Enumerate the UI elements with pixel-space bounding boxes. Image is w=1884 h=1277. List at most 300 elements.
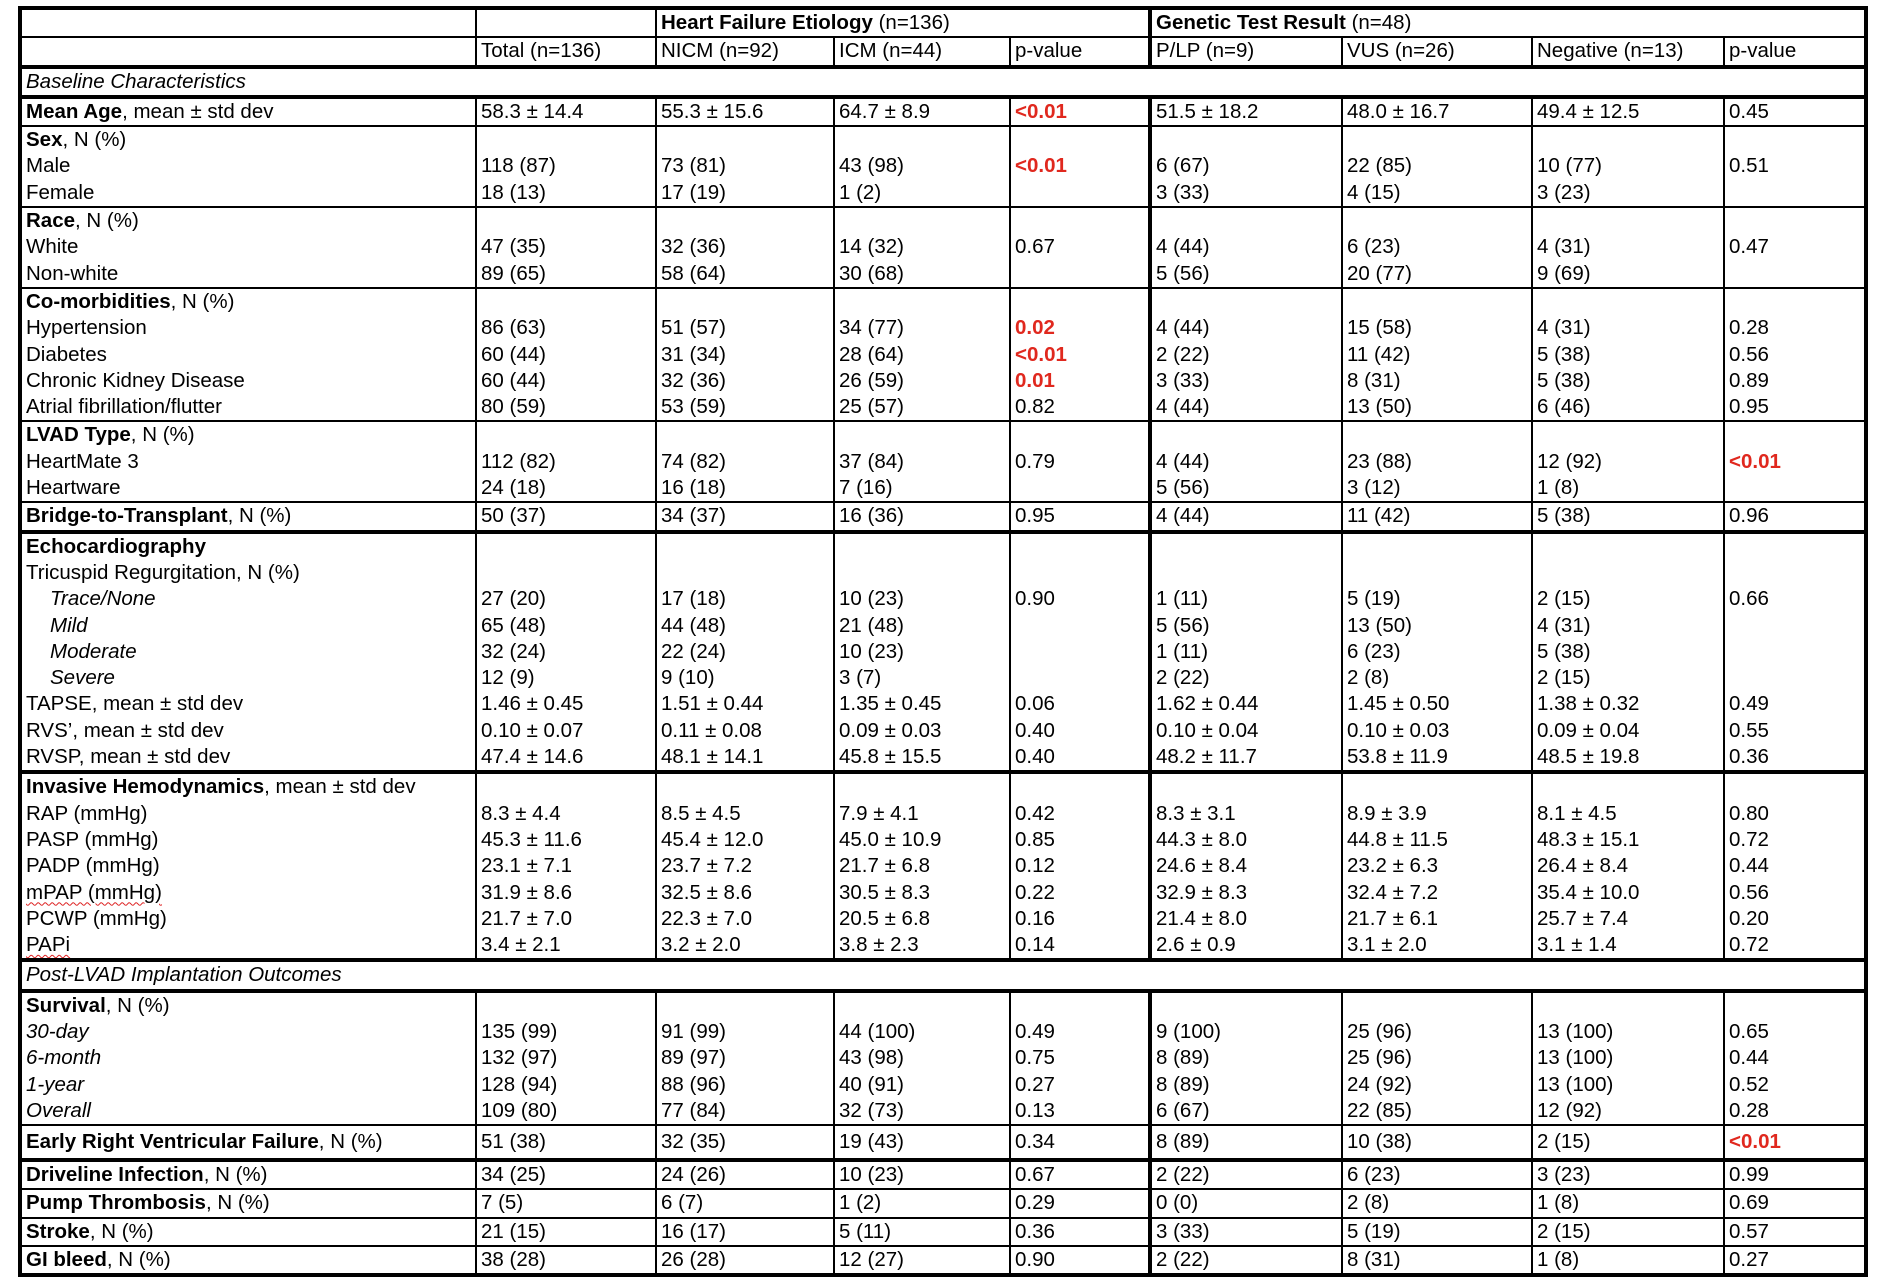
cell-value: 1 (2): [839, 1191, 882, 1215]
cell-value: 2 (8): [1347, 1191, 1390, 1215]
cell-value: 21.7 ± 6.1: [1347, 906, 1439, 930]
cell-value: 47 (35): [481, 235, 546, 259]
row-label: [20, 315, 476, 341]
value-cell-total: [476, 532, 656, 773]
cell-value: 3 (23): [1537, 180, 1591, 204]
cell-value: 32.5 ± 8.6: [661, 880, 753, 904]
cell-value: 0.11 ± 0.08: [661, 718, 762, 742]
cell-value: [1156, 422, 1337, 448]
cell-value: 0.79: [1015, 449, 1055, 473]
row-label-bold: Stroke: [26, 1219, 90, 1243]
cell-value: 0.02: [1015, 316, 1055, 340]
cell-value: [839, 534, 1005, 560]
value-cell-icm: [834, 207, 1010, 288]
cell-value: [1156, 774, 1337, 800]
value-cell-icm: [834, 1125, 1010, 1160]
cell-value: 55.3 ± 15.6: [661, 99, 764, 123]
row-label-text: , N (%): [89, 1219, 154, 1243]
row-label: [20, 932, 476, 960]
cell-value: 3.8 ± 2.3: [839, 933, 919, 957]
cell-value: 1 (8): [1537, 476, 1580, 500]
cell-value: 45.4 ± 12.0: [661, 827, 764, 851]
value-cell-vus: [1342, 97, 1532, 126]
cell-value: 91 (99): [661, 1019, 726, 1043]
table-row: [20, 126, 1866, 153]
value-cell-icm: [834, 1160, 1010, 1189]
value-cell-negative: [1532, 772, 1724, 960]
value-cell-icm: [834, 1189, 1010, 1217]
cell-value: 4 (44): [1156, 316, 1210, 340]
cell-value: 3.1 ± 1.4: [1537, 933, 1617, 957]
cell-value: [1729, 180, 1860, 206]
cell-value: 22 (85): [1347, 154, 1412, 178]
cell-value: 23.2 ± 6.3: [1347, 854, 1439, 878]
cell-value: 6 (23): [1347, 235, 1401, 259]
value-cell-plp: [1150, 421, 1342, 502]
group-n: (n=48): [1345, 11, 1412, 34]
cell-value: 43 (98): [839, 154, 904, 178]
section-title: Post-LVAD Implantation Outcomes: [20, 960, 1866, 990]
cell-value: 0.95: [1729, 395, 1769, 419]
cell-value: 0.96: [1729, 504, 1769, 528]
cell-value: 0.56: [1729, 342, 1769, 366]
cell-value: 44 (48): [661, 613, 726, 637]
cell-value: [1156, 560, 1337, 586]
value-cell-pvalue-genetic: [1724, 532, 1866, 773]
cell-value: 0.67: [1015, 235, 1055, 259]
cell-value: 48.5 ± 19.8: [1537, 745, 1640, 769]
value-cell-negative: [1532, 1246, 1724, 1275]
blank-header-cell: [476, 8, 656, 37]
cell-value: 32.4 ± 7.2: [1347, 880, 1439, 904]
cell-value: 6 (46): [1537, 395, 1591, 419]
cell-value: 51 (57): [661, 316, 726, 340]
table-row: [20, 502, 1866, 531]
value-cell-nicm: [656, 532, 834, 773]
cell-value: 77 (84): [661, 1098, 726, 1122]
col-header-negative: Negative (n=13): [1532, 37, 1724, 66]
cell-value: 7 (5): [481, 1191, 524, 1215]
value-cell-nicm: [656, 1246, 834, 1275]
value-cell-nicm: [656, 288, 834, 421]
cell-value: 24 (26): [661, 1163, 726, 1187]
cell-value: 32 (36): [661, 235, 726, 259]
cell-value: 1 (11): [1156, 587, 1209, 611]
value-cell-total: [476, 1218, 656, 1246]
cell-value: 60 (44): [481, 342, 546, 366]
cell-value: 0.10 ± 0.03: [1347, 718, 1450, 742]
cell-value: 0.65: [1729, 1019, 1769, 1043]
value-cell-pvalue-genetic: [1724, 288, 1866, 421]
cell-value: [1537, 774, 1719, 800]
cell-value: [481, 774, 651, 800]
cell-value: 0.06: [1015, 692, 1055, 716]
cell-value: [661, 560, 829, 586]
corner-cell: [20, 37, 476, 66]
row-label-text: PADP (mmHg): [26, 854, 160, 878]
cell-value: 0.72: [1729, 827, 1769, 851]
cell-value: 32 (24): [481, 639, 546, 663]
row-label-text: Chronic Kidney Disease: [26, 368, 245, 392]
row-label-text: , N (%): [106, 1248, 171, 1272]
cell-value: 10 (23): [839, 587, 904, 611]
row-label-text: , N (%): [62, 128, 127, 152]
value-cell-vus: [1342, 421, 1532, 502]
cell-value: 24 (18): [481, 476, 546, 500]
cell-value: [1347, 127, 1527, 153]
row-label-bold: Driveline Infection: [26, 1163, 204, 1187]
cell-value: 13 (50): [1347, 613, 1412, 637]
cell-value: [1729, 613, 1860, 639]
value-cell-vus: [1342, 1189, 1532, 1217]
row-label: [20, 153, 476, 179]
value-cell-pvalue-genetic: [1724, 1246, 1866, 1275]
cell-value: 0 (0): [1156, 1191, 1199, 1215]
cell-value: 80 (59): [481, 395, 546, 419]
cell-value: 6 (67): [1156, 154, 1210, 178]
row-label-bold: Co-morbidities: [26, 289, 171, 313]
cell-value: 3 (33): [1156, 368, 1210, 392]
cell-value: 4 (31): [1537, 613, 1591, 637]
row-label-bold: Survival: [26, 993, 106, 1017]
cell-value: 32 (35): [661, 1130, 726, 1154]
cell-value: 50 (37): [481, 504, 546, 528]
cell-value: 26.4 ± 8.4: [1537, 854, 1629, 878]
row-label-text: , N (%): [318, 1130, 383, 1154]
value-cell-plp: [1150, 502, 1342, 531]
cell-value: 0.67: [1015, 1163, 1055, 1187]
row-label: [20, 234, 476, 260]
col-header-plp: P/LP (n=9): [1150, 37, 1342, 66]
cell-value: [1015, 127, 1144, 153]
group-n: (n=136): [872, 11, 950, 34]
row-label-bold: Invasive Hemodynamics: [26, 775, 265, 799]
row-label: [20, 718, 476, 744]
cell-value: 44.8 ± 11.5: [1347, 827, 1448, 851]
row-label-text: , N (%): [203, 1163, 268, 1187]
cell-value: 0.85: [1015, 827, 1055, 851]
cell-value: 0.27: [1015, 1072, 1055, 1096]
cell-value: 34 (37): [661, 504, 726, 528]
cell-value: 0.45: [1729, 99, 1769, 123]
value-cell-pvalue-genetic: [1724, 1160, 1866, 1189]
cell-value: 7.9 ± 4.1: [839, 801, 919, 825]
row-label: [20, 613, 476, 639]
value-cell-nicm: [656, 1189, 834, 1217]
cell-value: 12 (92): [1537, 449, 1602, 473]
row-label-text: Male: [26, 154, 71, 178]
cell-value: 5 (38): [1537, 368, 1591, 392]
cell-value: 44.3 ± 8.0: [1156, 827, 1248, 851]
value-cell-negative: [1532, 1125, 1724, 1160]
cell-value: 2 (22): [1156, 1248, 1210, 1272]
cell-value: 3 (33): [1156, 180, 1210, 204]
row-label: [20, 532, 476, 560]
cell-value: <0.01: [1015, 342, 1067, 366]
value-cell-total: [476, 1160, 656, 1189]
cell-value: 53 (59): [661, 395, 726, 419]
value-cell-pvalue-genetic: [1724, 772, 1866, 960]
row-label-text: Tricuspid Regurgitation, N (%): [26, 560, 300, 584]
cell-value: 6 (23): [1347, 639, 1401, 663]
cell-value: [839, 560, 1005, 586]
row-label-bold: Early Right Ventricular Failure: [26, 1130, 319, 1154]
row-label: [20, 421, 476, 448]
cell-value: 2 (15): [1537, 587, 1591, 611]
cell-value: 0.28: [1729, 316, 1769, 340]
row-label: [20, 1125, 476, 1160]
value-cell-vus: [1342, 991, 1532, 1125]
cell-value: 128 (94): [481, 1072, 558, 1096]
value-cell-plp: [1150, 1246, 1342, 1275]
value-cell-vus: [1342, 288, 1532, 421]
cell-value: 86 (63): [481, 316, 546, 340]
cell-value: [1347, 534, 1527, 560]
row-label: [20, 560, 476, 586]
cell-value: [1015, 613, 1144, 639]
cell-value: 3.2 ± 2.0: [661, 933, 741, 957]
row-label-text: , mean ± std dev: [264, 775, 416, 799]
cell-value: 9 (100): [1156, 1019, 1221, 1043]
cell-value: 48.2 ± 11.7: [1156, 745, 1257, 769]
cell-value: 23 (88): [1347, 449, 1412, 473]
value-cell-pvalue-etiology: [1010, 1125, 1150, 1160]
row-label-text: TAPSE, mean ± std dev: [26, 692, 244, 716]
cell-value: 30 (68): [839, 261, 904, 285]
row-label: [20, 261, 476, 288]
cell-value: 31.9 ± 8.6: [481, 880, 573, 904]
cell-value: 0.57: [1729, 1219, 1769, 1243]
cell-value: 1.46 ± 0.45: [481, 692, 584, 716]
cell-value: [839, 993, 1005, 1019]
row-label-text: Moderate: [50, 639, 137, 663]
cell-value: [1537, 208, 1719, 234]
cell-value: 1.62 ± 0.44: [1156, 692, 1259, 716]
cell-value: [481, 127, 651, 153]
value-cell-total: [476, 991, 656, 1125]
cell-value: 2 (8): [1347, 666, 1390, 690]
col-header-nicm: NICM (n=92): [656, 37, 834, 66]
value-cell-pvalue-genetic: [1724, 1218, 1866, 1246]
cell-value: 40 (91): [839, 1072, 904, 1096]
cell-value: 5 (19): [1347, 587, 1401, 611]
group-header-row: [20, 8, 1866, 37]
value-cell-icm: [834, 532, 1010, 773]
value-cell-pvalue-etiology: [1010, 1218, 1150, 1246]
row-label-text: HeartMate 3: [26, 449, 139, 473]
cell-value: 4 (44): [1156, 504, 1210, 528]
cell-value: 5 (56): [1156, 613, 1210, 637]
cell-value: 8 (89): [1156, 1130, 1210, 1154]
row-label-text: PCWP (mmHg): [26, 906, 167, 930]
value-cell-plp: [1150, 1160, 1342, 1189]
cell-value: [1729, 475, 1860, 501]
table-row: [20, 97, 1866, 126]
cell-value: 0.01: [1015, 368, 1055, 392]
cell-value: 10 (77): [1537, 154, 1602, 178]
row-label-text: mPAP (mmHg): [26, 880, 162, 904]
cell-value: 0.90: [1015, 1248, 1055, 1272]
cell-value: [481, 289, 651, 315]
value-cell-negative: [1532, 97, 1724, 126]
value-cell-vus: [1342, 1125, 1532, 1160]
value-cell-pvalue-etiology: [1010, 502, 1150, 531]
cell-value: [1729, 639, 1860, 665]
cell-value: 0.95: [1015, 504, 1055, 528]
table-row: [20, 1160, 1866, 1189]
value-cell-negative: [1532, 1218, 1724, 1246]
value-cell-total: [476, 1246, 656, 1275]
cell-value: 0.34: [1015, 1130, 1055, 1154]
cell-value: 8 (31): [1347, 1248, 1401, 1272]
row-label-text: Female: [26, 180, 95, 204]
cell-value: [839, 422, 1005, 448]
value-cell-pvalue-etiology: [1010, 288, 1150, 421]
row-label-text: 1-year: [26, 1072, 85, 1096]
cell-value: 60 (44): [481, 368, 546, 392]
row-label-text: White: [26, 235, 79, 259]
value-cell-pvalue-genetic: [1724, 126, 1866, 207]
row-label: [20, 853, 476, 879]
value-cell-total: [476, 502, 656, 531]
cell-value: 0.13: [1015, 1098, 1055, 1122]
value-cell-vus: [1342, 126, 1532, 207]
row-label-text: RVSP, mean ± std dev: [26, 745, 231, 769]
cell-value: 0.55: [1729, 718, 1769, 742]
value-cell-plp: [1150, 772, 1342, 960]
value-cell-pvalue-genetic: [1724, 421, 1866, 502]
cell-value: 0.80: [1729, 801, 1769, 825]
cell-value: [1015, 261, 1144, 287]
cell-value: [1156, 289, 1337, 315]
cell-value: 45.3 ± 11.6: [481, 827, 582, 851]
value-cell-vus: [1342, 1246, 1532, 1275]
cell-value: [1015, 534, 1144, 560]
cell-value: 89 (65): [481, 261, 546, 285]
cell-value: <0.01: [1729, 449, 1781, 473]
cell-value: [481, 560, 651, 586]
row-label-text: Diabetes: [26, 342, 107, 366]
cell-value: 24 (92): [1347, 1072, 1412, 1096]
row-label-text: Atrial fibrillation/flutter: [26, 395, 222, 419]
cell-value: 8.1 ± 4.5: [1537, 801, 1617, 825]
cell-value: 0.69: [1729, 1191, 1769, 1215]
cell-value: 48.3 ± 15.1: [1537, 827, 1640, 851]
cell-value: 23.7 ± 7.2: [661, 854, 753, 878]
value-cell-icm: [834, 288, 1010, 421]
column-header-row: [20, 37, 1866, 66]
cell-value: 8.3 ± 3.1: [1156, 801, 1236, 825]
value-cell-icm: [834, 772, 1010, 960]
value-cell-pvalue-etiology: [1010, 97, 1150, 126]
cell-value: 38 (28): [481, 1248, 546, 1272]
value-cell-negative: [1532, 1160, 1724, 1189]
cell-value: [481, 208, 651, 234]
value-cell-pvalue-genetic: [1724, 1125, 1866, 1160]
cell-value: 34 (77): [839, 316, 904, 340]
value-cell-nicm: [656, 421, 834, 502]
row-label-bold: Bridge-to-Transplant: [26, 504, 228, 528]
cell-value: 0.51: [1729, 154, 1769, 178]
cell-value: 0.52: [1729, 1072, 1769, 1096]
cell-value: 21 (15): [481, 1219, 546, 1243]
cell-value: [661, 774, 829, 800]
cell-value: 118 (87): [481, 154, 556, 178]
value-cell-plp: [1150, 532, 1342, 773]
row-label: [20, 502, 476, 531]
cell-value: 32 (36): [661, 368, 726, 392]
value-cell-nicm: [656, 126, 834, 207]
cell-value: [1537, 534, 1719, 560]
cell-value: 8.5 ± 4.5: [661, 801, 741, 825]
cell-value: 0.44: [1729, 854, 1769, 878]
cell-value: [1729, 208, 1860, 234]
table-container: [18, 6, 1868, 1277]
row-label: [20, 1160, 476, 1189]
cell-value: [1537, 289, 1719, 315]
row-label-bold: LVAD Type: [26, 423, 131, 447]
value-cell-plp: [1150, 126, 1342, 207]
cell-value: [661, 534, 829, 560]
row-label-text: , N (%): [130, 423, 195, 447]
cell-value: 2 (15): [1537, 1219, 1591, 1243]
cell-value: 24.6 ± 8.4: [1156, 854, 1248, 878]
cell-value: [1347, 208, 1527, 234]
cell-value: 0.40: [1015, 745, 1055, 769]
row-label: [20, 394, 476, 421]
row-label: [20, 665, 476, 691]
row-label: [20, 1218, 476, 1246]
row-label-text: Mild: [50, 613, 88, 637]
cell-value: 5 (38): [1537, 504, 1591, 528]
cell-value: 16 (36): [839, 504, 904, 528]
cell-value: 88 (96): [661, 1072, 726, 1096]
cell-value: 27 (20): [481, 587, 546, 611]
cell-value: 0.36: [1729, 745, 1769, 769]
cell-value: 14 (32): [839, 235, 904, 259]
row-label: [20, 1098, 476, 1125]
cell-value: 3 (12): [1347, 476, 1401, 500]
row-label-bold: Race: [26, 209, 76, 233]
cell-value: 2 (15): [1537, 1130, 1591, 1154]
cell-value: 0.29: [1015, 1191, 1055, 1215]
cell-value: 0.99: [1729, 1163, 1769, 1187]
cell-value: 19 (43): [839, 1130, 904, 1154]
cell-value: 0.09 ± 0.04: [1537, 718, 1640, 742]
cell-value: 11 (42): [1347, 504, 1411, 528]
row-label-text: Heartware: [26, 476, 121, 500]
value-cell-icm: [834, 97, 1010, 126]
cell-value: 5 (38): [1537, 639, 1591, 663]
cell-value: 51.5 ± 18.2: [1156, 99, 1259, 123]
value-cell-total: [476, 421, 656, 502]
cell-value: 58 (64): [661, 261, 726, 285]
value-cell-vus: [1342, 1218, 1532, 1246]
cell-value: 20.5 ± 6.8: [839, 906, 931, 930]
value-cell-icm: [834, 126, 1010, 207]
row-label-text: Trace/None: [50, 587, 156, 611]
value-cell-nicm: [656, 772, 834, 960]
cell-value: 0.14: [1015, 933, 1055, 957]
cell-value: 5 (56): [1156, 476, 1210, 500]
cell-value: 48.1 ± 14.1: [661, 745, 764, 769]
cell-value: 0.28: [1729, 1098, 1769, 1122]
cell-value: 2.6 ± 0.9: [1156, 933, 1236, 957]
cell-value: 10 (23): [839, 639, 904, 663]
cell-value: 53.8 ± 11.9: [1347, 745, 1448, 769]
cell-value: 4 (44): [1156, 395, 1210, 419]
cell-value: 1.45 ± 0.50: [1347, 692, 1450, 716]
